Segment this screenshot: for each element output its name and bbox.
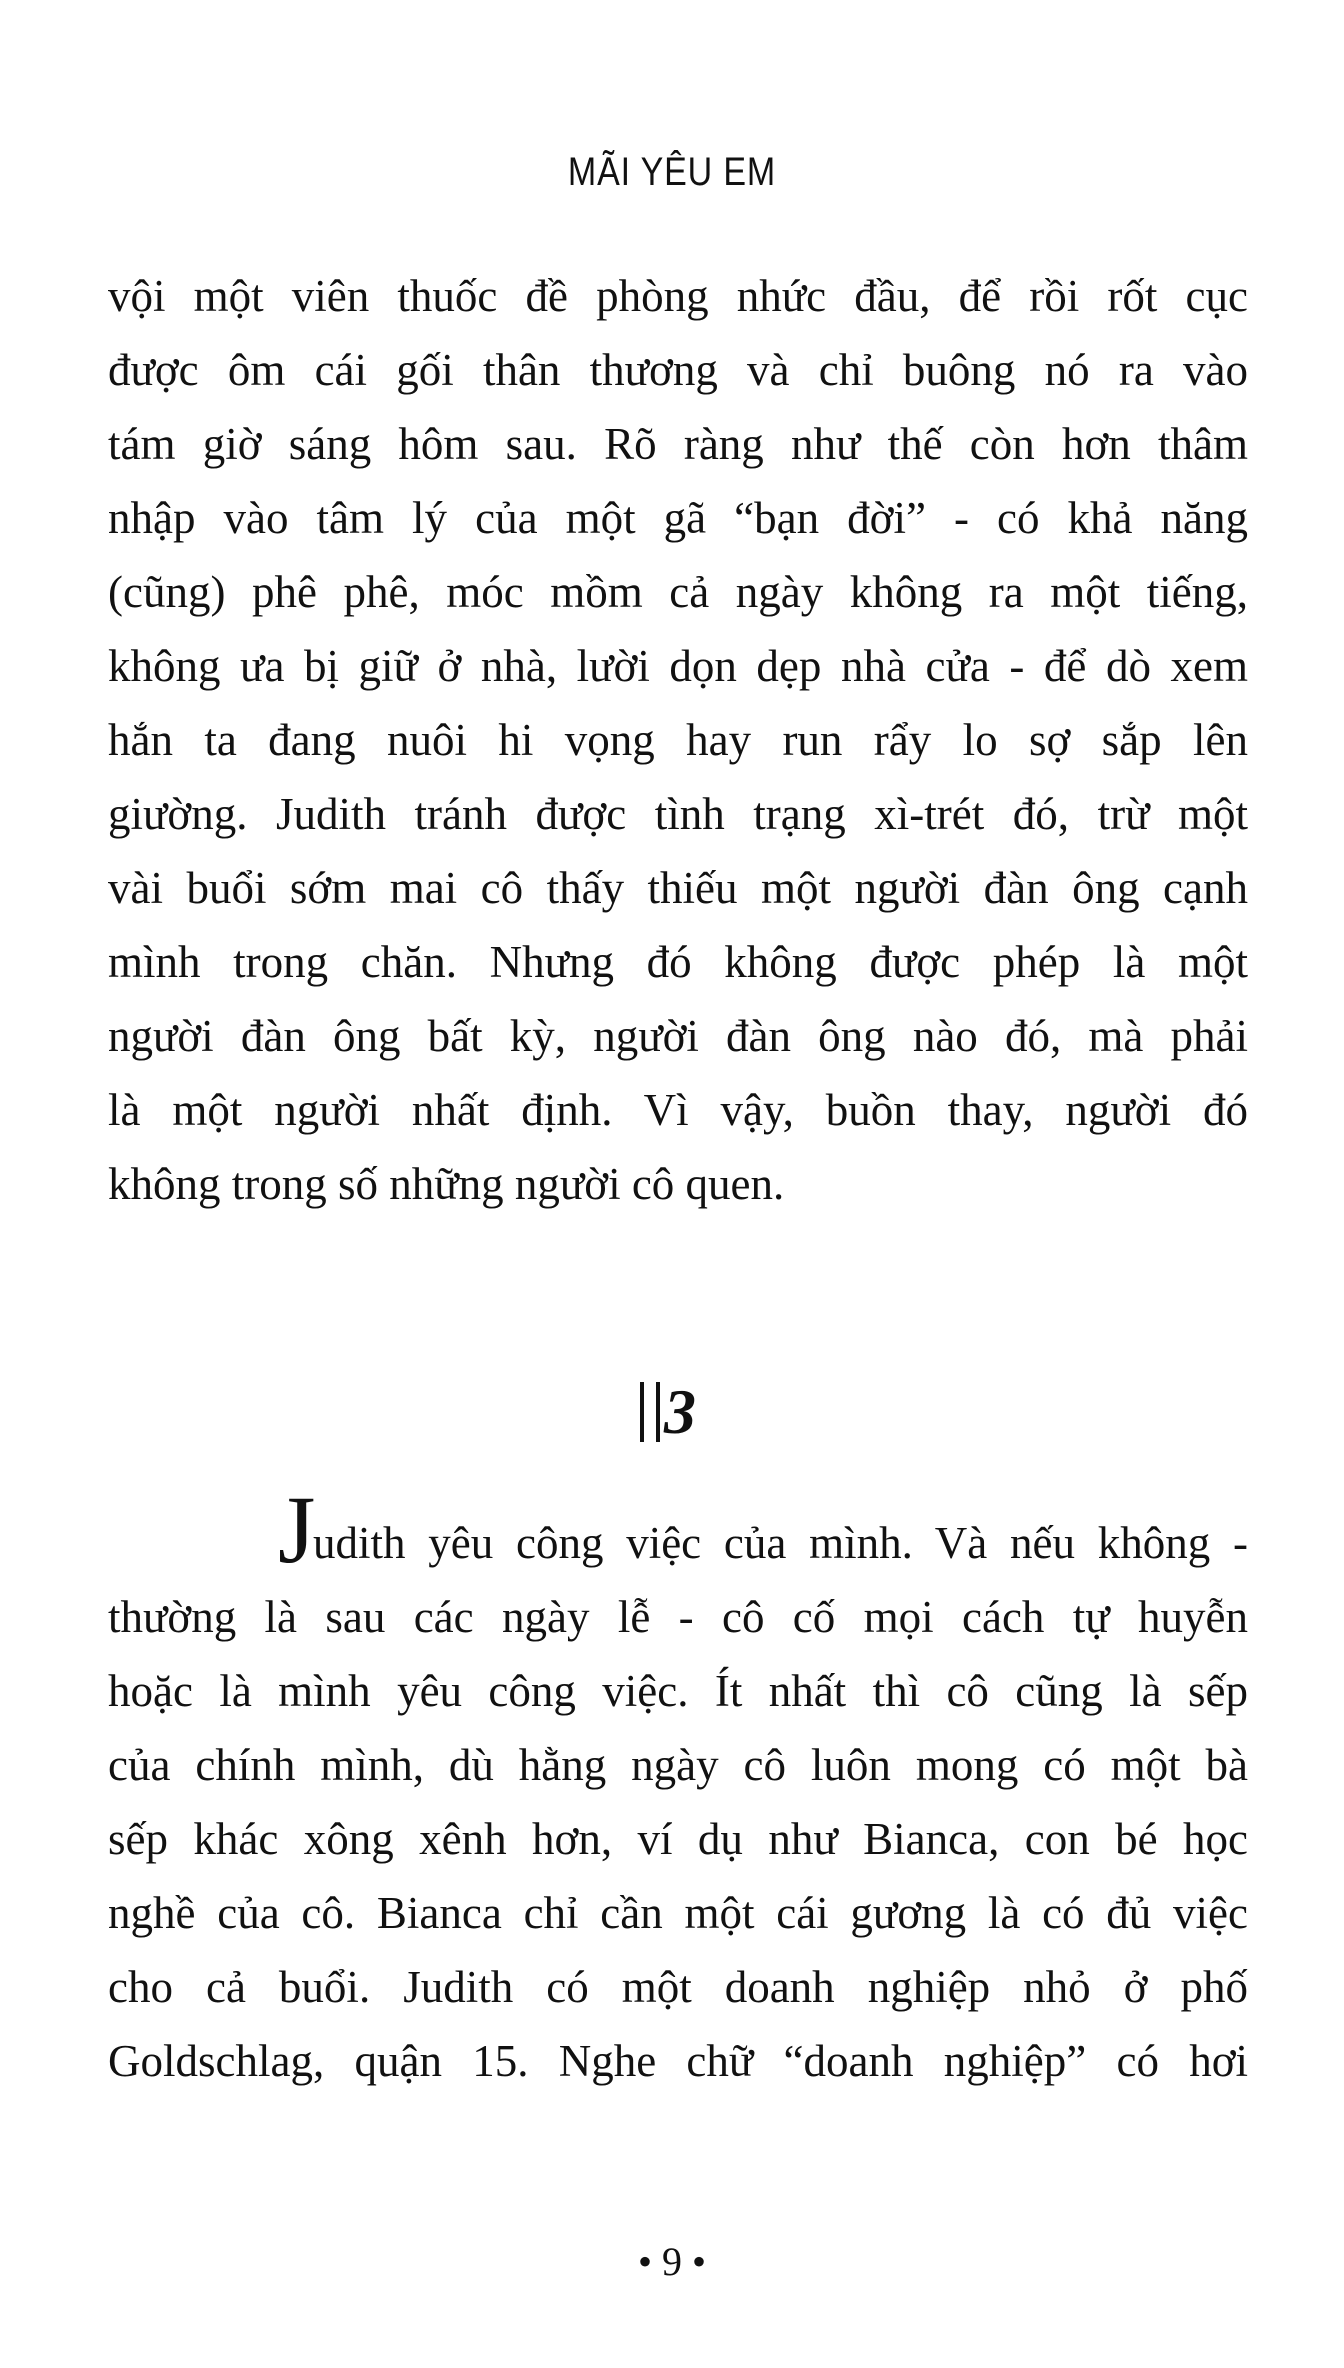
text-line: người đàn ông bất kỳ, người đàn ông nào đó, mà phải [108,1011,1248,1061]
text-line: vội một viên thuốc đề phòng nhức đầu, để rồi rốt cục [108,271,1248,321]
text-line: vài buổi sớm mai cô thấy thiếu một người đàn ông cạnh [108,863,1248,913]
running-header-title: MÃI YÊU EM [567,150,777,194]
drop-cap: J [278,1476,316,1583]
text-line: cho cả buổi. Judith có một doanh nghiệp nhỏ ở phố [108,1962,1248,2012]
paragraph-1 [108,259,1248,1221]
text-line: không ưa bị giữ ở nhà, lười dọn dẹp nhà cửa - để dò xem [108,641,1248,691]
chapter-number: 3 [664,1376,696,1447]
pillar-ornament-icon [640,1382,660,1442]
text-line: là một người nhất định. Vì vậy, buồn thay, người đó [108,1085,1248,1135]
text-line: (cũng) phê phê, móc mồm cả ngày không ra một tiếng, [108,567,1248,617]
text-line: tám giờ sáng hôm sau. Rõ ràng như thế còn hơn thâm [108,419,1248,469]
text-line: Goldschlag, quận 15. Nghe chữ “doanh nghiệp” có hơi [108,2036,1248,2086]
text-line: hắn ta đang nuôi hi vọng hay run rẩy lo sợ sắp lên [108,715,1248,765]
text-line: không trong số những người cô quen. [108,1159,785,1209]
text-line: giường. Judith tránh được tình trạng xì-trét đó, trừ một [108,789,1248,839]
text-line: nhập vào tâm lý của một gã “bạn đời” - có khả năng [108,493,1248,543]
page-number: • 9 • [637,2239,706,2284]
text-line: mình trong chăn. Nhưng đó không được phép là một [108,937,1248,987]
text-line: hoặc là mình yêu công việc. Ít nhất thì cô cũng là sếp [108,1666,1248,1716]
text-line: được ôm cái gối thân thương và chỉ buông nó ra vào [108,345,1248,395]
paragraph-2 [108,1476,1248,2098]
chapter-ornament [640,1375,696,1449]
text-line: nghề của cô. Bianca chỉ cần một cái gương là có đủ việc [108,1888,1248,1938]
text-line: sếp khác xông xênh hơn, ví dụ như Bianca, con bé học [108,1814,1248,1864]
text-line: của chính mình, dù hằng ngày cô luôn mong có một bà [108,1740,1248,1790]
text-line-first: J udith yêu công việc của mình. Và nếu không - [278,1476,1248,1583]
text-line: thường là sau các ngày lễ - cô cố mọi cách tự huyễn [108,1592,1248,1642]
